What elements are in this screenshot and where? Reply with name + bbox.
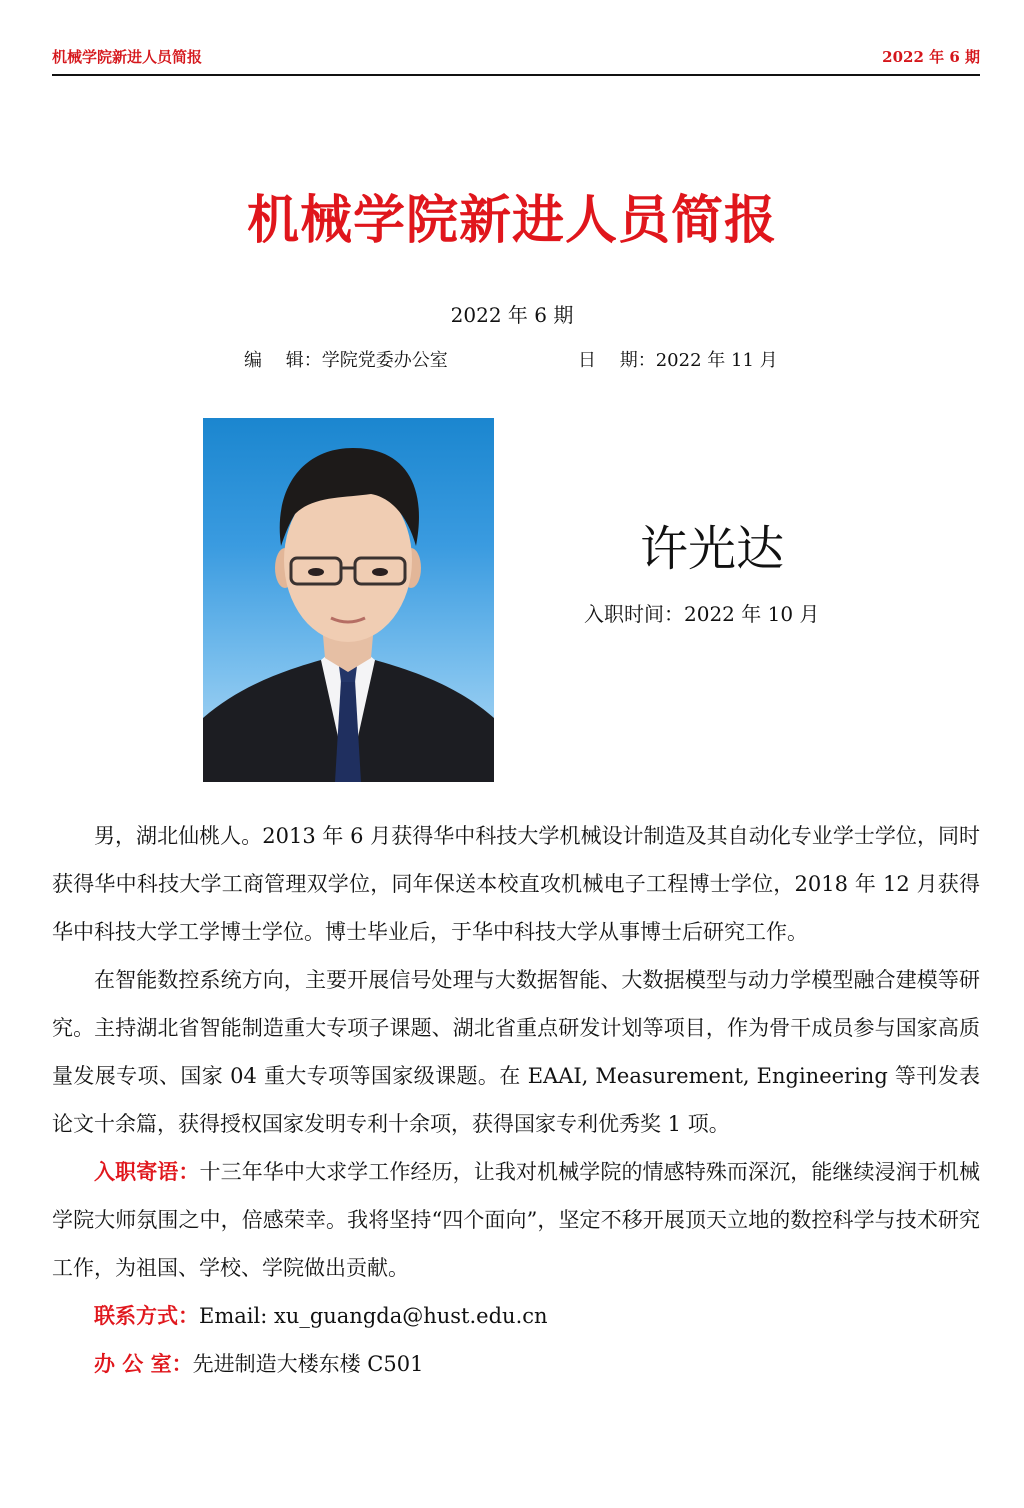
join-date: [584, 598, 819, 627]
header-issue: 2022 年 6 期: [882, 48, 980, 66]
date-label: 日 期：: [578, 350, 656, 371]
contact-line: [52, 1292, 980, 1340]
date-info: [578, 346, 778, 372]
issue-number: 2022 年 6 期: [450, 303, 574, 327]
contact-label: 联系方式：: [94, 1303, 199, 1328]
article-body: [52, 812, 980, 1388]
contact-email: Email: xu_guangda@hust.edu.cn: [199, 1304, 548, 1328]
join-date-value: 2022 年 10 月: [684, 602, 820, 626]
person-name: 许光达: [639, 521, 784, 577]
motto-text: 十三年华中大求学工作经历，让我对机械学院的情感特殊而深沉，能继续浸润于机械学院大师氛围之中，倍感荣幸。我将坚持“四个面向”，坚定不移开展顶天立地的数控科学与技术研究工作，为祖国、学校、学院做出贡献。: [52, 1160, 981, 1280]
office-line: [52, 1340, 980, 1388]
editor-label: 编 辑：: [244, 350, 322, 371]
running-header: [52, 44, 980, 76]
editor-info: [244, 346, 448, 372]
office-label: 办 公 室：: [94, 1351, 193, 1376]
page-title: 机械学院新进人员简报: [246, 190, 777, 251]
header-publication-name: 机械学院新进人员简报: [52, 48, 203, 66]
join-date-label: 入职时间：: [584, 602, 684, 626]
portrait-illustration: [203, 418, 494, 782]
motto-paragraph: [52, 1148, 980, 1292]
bio-paragraph-2: 在智能数控系统方向，主要开展信号处理与大数据智能、大数据模型与动力学模型融合建模等研究。主持湖北省智能制造重大专项子课题、湖北省重点研发计划等项目，作为骨干成员参与国家高质量发展专项、国家 04 重大专项等国家级课题。在 EAAI, Measurement, Engineering 等刊发表论文十余篇，获得授权国家发明专利十余项，获得国家专利优秀奖 1 项。: [52, 968, 980, 1136]
portrait-photo: [203, 418, 494, 782]
editor-value: 学院党委办公室: [321, 350, 448, 371]
office-value: 先进制造大楼东楼 C501: [192, 1352, 424, 1376]
motto-label: 入职寄语：: [94, 1159, 200, 1184]
bio-paragraph-1: 男，湖北仙桃人。2013 年 6 月获得华中科技大学机械设计制造及其自动化专业学士学位，同时获得华中科技大学工商管理双学位，同年保送本校直攻机械电子工程博士学位，2018 年 12 月获得华中科技大学工学博士学位。博士毕业后，于华中科技大学从事博士后研究工作。: [52, 824, 980, 944]
date-value: 2022 年 11 月: [655, 350, 778, 371]
